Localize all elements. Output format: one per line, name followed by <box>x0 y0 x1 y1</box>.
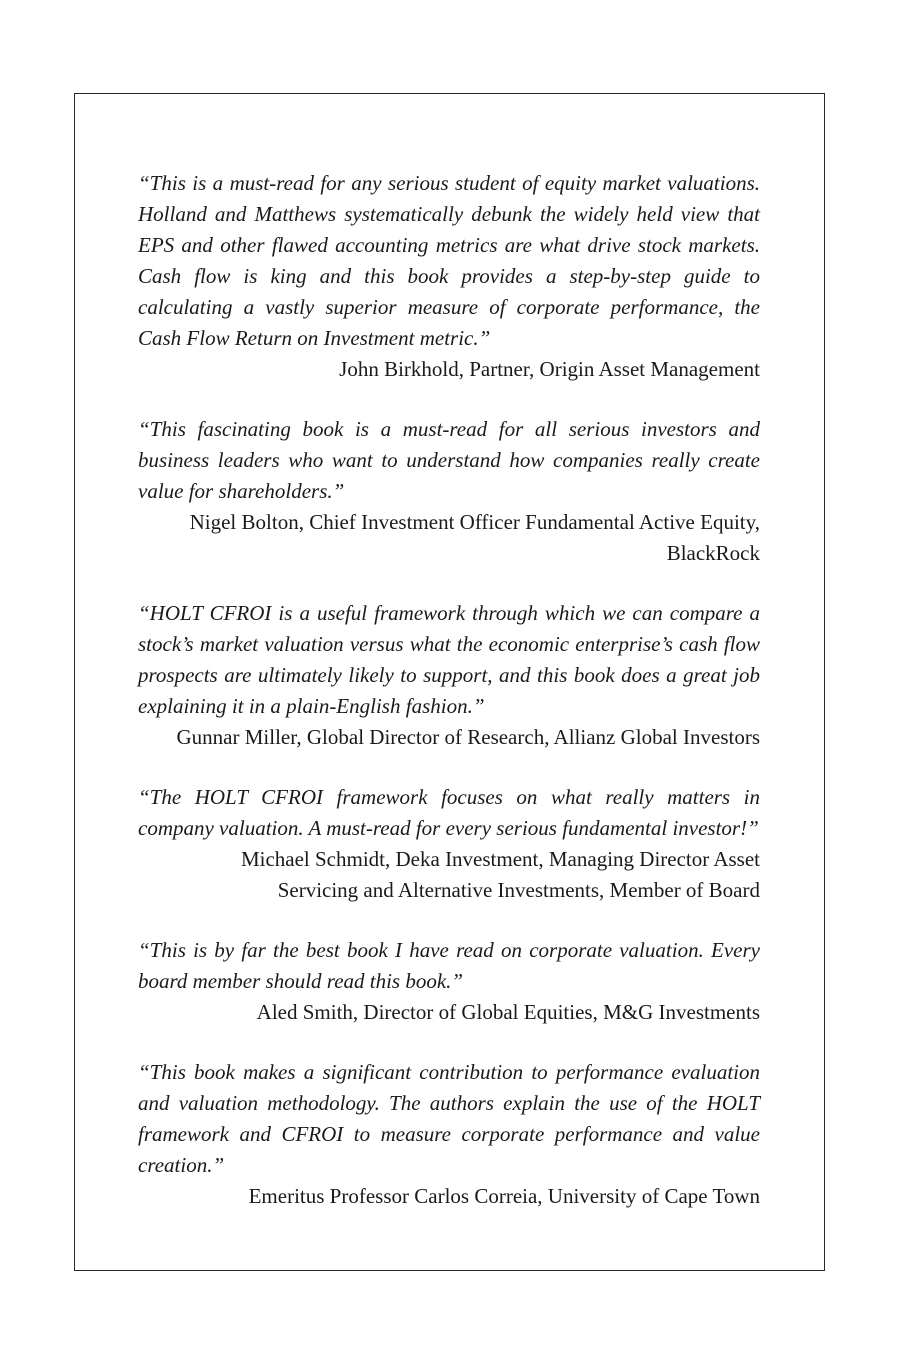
endorsement-quote: “This is a must-read for any serious student of equity market valuations. Holland and Matthews systematically debunk the widely held view that EPS and other flawed accounting metrics are what drive stock markets. Cash flow is king and this book provides a step-by-step guide to calculating a vastly superior measure of corporate performance, the Cash Flow Return on Investment metric.” <box>138 171 760 350</box>
endorsement-quote: “HOLT CFROI is a useful framework through which we can compare a stock’s market valuation versus what the economic enterprise’s cash flow prospects are ultimately likely to support, and this book does a great job explaining it in a plain-English fashion.” <box>138 601 760 718</box>
endorsement-attribution: Nigel Bolton, Chief Investment Officer Fundamental Active Equity, BlackRock <box>189 510 760 565</box>
endorsements <box>138 168 760 1241</box>
endorsement-birkhold <box>138 168 760 385</box>
endorsement-quote: “This fascinating book is a must-read for all serious investors and business leaders who want to understand how companies really create value for shareholders.” <box>138 417 760 503</box>
endorsement-attribution: Emeritus Professor Carlos Correia, University of Cape Town <box>248 1184 760 1208</box>
endorsement-attribution: Aled Smith, Director of Global Equities, M&G Investments <box>256 1000 760 1024</box>
endorsement-miller <box>138 598 760 753</box>
endorsement-attribution: Gunnar Miller, Global Director of Research, Allianz Global Investors <box>176 725 760 749</box>
endorsement-attribution: Michael Schmidt, Deka Investment, Managing Director Asset Servicing and Alternative Investments, Member of Board <box>240 847 760 902</box>
endorsement-quote: “This book makes a significant contribution to performance evaluation and valuation methodology. The authors explain the use of the HOLT framework and CFROI to measure corporate performance and value creation.” <box>138 1060 760 1177</box>
endorsement-schmidt <box>138 782 760 906</box>
endorsement-smith <box>138 935 760 1028</box>
endorsement-quote: “The HOLT CFROI framework focuses on what really matters in company valuation. A must-read for every serious fundamental investor!” <box>138 785 760 840</box>
endorsement-correia <box>138 1057 760 1212</box>
endorsement-attribution: John Birkhold, Partner, Origin Asset Management <box>339 357 760 381</box>
endorsement-bolton <box>138 414 760 569</box>
endorsement-quote: “This is by far the best book I have read on corporate valuation. Every board member should read this book.” <box>138 938 760 993</box>
